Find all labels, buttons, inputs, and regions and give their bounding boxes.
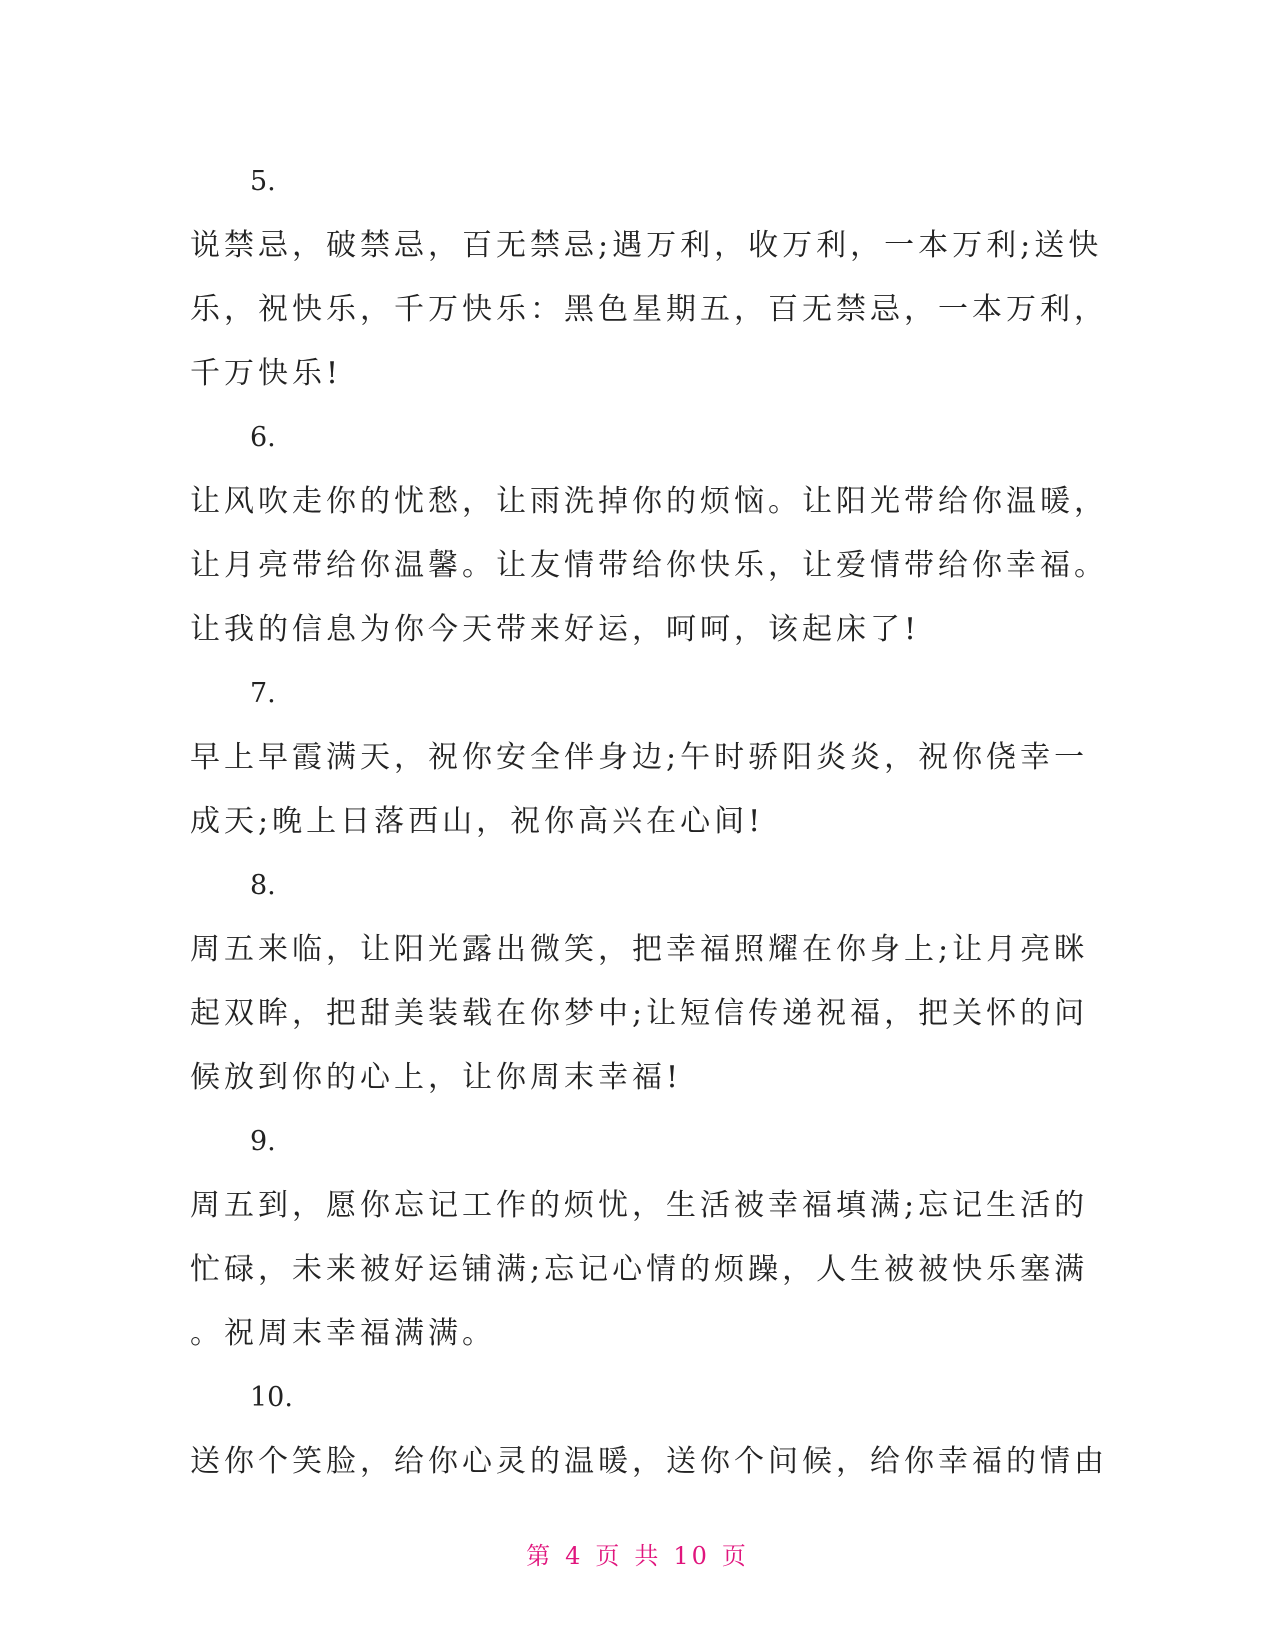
entry-number: 10. bbox=[250, 1382, 293, 1413]
entry-number: 7. bbox=[250, 678, 276, 709]
entry-text bbox=[190, 214, 1108, 406]
footer-label-pre: 第 bbox=[526, 1542, 554, 1570]
entry-text bbox=[190, 726, 1090, 854]
text-line: 乐，祝快乐，千万快乐：黑色星期五，百无禁忌，一本万利， bbox=[190, 292, 1108, 327]
footer-label-mid: 页 bbox=[595, 1542, 623, 1570]
entry-number: 5. bbox=[250, 166, 276, 197]
text-line: 千万快乐! bbox=[190, 356, 343, 391]
entry-5 bbox=[190, 150, 1108, 406]
text-line: 起双眸，把甜美装载在你梦中;让短信传递祝福，把关怀的问 bbox=[190, 996, 1089, 1031]
text-line: 周五来临，让阳光露出微笑，把幸福照耀在你身上;让月亮眯 bbox=[190, 932, 1089, 967]
page-footer bbox=[0, 1536, 1275, 1571]
entry-8 bbox=[190, 854, 1090, 1110]
text-line: 忙碌，未来被好运铺满;忘记心情的烦躁，人生被被快乐塞满 bbox=[190, 1252, 1089, 1287]
entry-number: 9. bbox=[250, 1126, 276, 1157]
entry-7 bbox=[190, 662, 1090, 854]
entry-9 bbox=[190, 1110, 1090, 1366]
footer-page-number: 4 bbox=[565, 1542, 584, 1570]
text-line: 送你个笑脸，给你心灵的温暖，送你个问候，给你幸福的情由 bbox=[190, 1444, 1108, 1479]
text-line: 让我的信息为你今天带来好运，呵呵，该起床了! bbox=[190, 612, 921, 647]
footer-total-pages: 10 bbox=[673, 1542, 710, 1570]
entry-6 bbox=[190, 406, 1108, 662]
footer-label-post: 页 bbox=[721, 1542, 749, 1570]
text-line: 早上早霞满天，祝你安全伴身边;午时骄阳炎炎，祝你侥幸一 bbox=[190, 740, 1089, 775]
entry-text bbox=[190, 918, 1090, 1110]
entry-text bbox=[190, 1174, 1090, 1366]
text-line: 。祝周末幸福满满。 bbox=[190, 1316, 496, 1351]
text-line: 让风吹走你的忧愁，让雨洗掉你的烦恼。让阳光带给你温暖， bbox=[190, 484, 1108, 519]
entry-text bbox=[190, 1430, 1108, 1494]
text-line: 成天;晚上日落西山，祝你高兴在心间! bbox=[190, 804, 765, 839]
entry-number: 6. bbox=[250, 422, 276, 453]
document-body bbox=[190, 150, 1108, 1494]
text-line: 让月亮带给你温馨。让友情带给你快乐，让爱情带给你幸福。 bbox=[190, 548, 1108, 583]
entry-10 bbox=[190, 1366, 1108, 1494]
text-line: 说禁忌，破禁忌，百无禁忌;遇万利，收万利，一本万利;送快 bbox=[190, 228, 1103, 263]
text-line: 候放到你的心上，让你周末幸福! bbox=[190, 1060, 683, 1095]
text-line: 周五到，愿你忘记工作的烦忧，生活被幸福填满;忘记生活的 bbox=[190, 1188, 1089, 1223]
entry-text bbox=[190, 470, 1108, 662]
entry-number: 8. bbox=[250, 870, 276, 901]
footer-label-total: 共 bbox=[634, 1542, 662, 1570]
